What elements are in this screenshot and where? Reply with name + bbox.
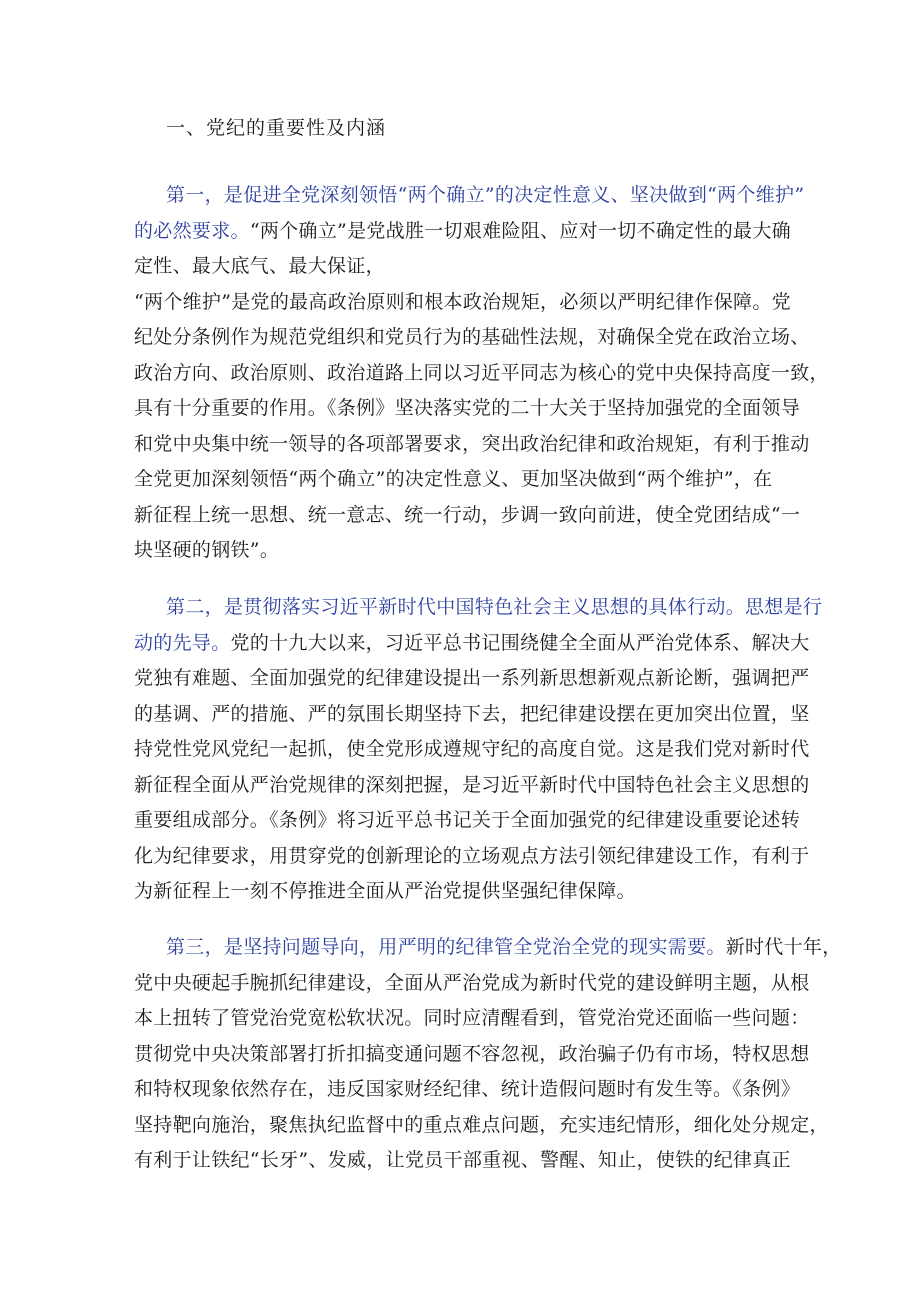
text-line bbox=[134, 803, 801, 839]
body-text: 党独有难题、全面加强党的纪律建设提出一系列新思想新观点新论断，强调把严 bbox=[134, 667, 810, 689]
text-line bbox=[134, 214, 794, 250]
highlighted-text: 动的先导。 bbox=[134, 631, 231, 654]
text-line bbox=[134, 427, 810, 463]
body-text: 具有十分重要的作用。《条例》坚决落实党的二十大关于坚持加强党的全面领导 bbox=[134, 397, 801, 419]
body-text: 化为纪律要求，用贯穿党的创新理论的立场观点方法引领纪律建设工作，有利于 bbox=[134, 844, 810, 867]
highlighted-text: 第一，是促进全党深刻领悟“两个确立”的决定性意义、坚决做到“两个维护” bbox=[166, 184, 805, 206]
text-line bbox=[134, 874, 794, 910]
text-line bbox=[134, 732, 810, 768]
highlighted-text: 的必然要求。 bbox=[134, 219, 250, 242]
paragraph-third bbox=[134, 930, 842, 1179]
body-text: 新时代十年， bbox=[725, 936, 842, 958]
text-line bbox=[134, 498, 801, 534]
text-line bbox=[134, 1108, 829, 1144]
body-text: 坚持靶向施治，聚焦执纪监督中的重点难点问题，充实违纪情形，细化处分规定， bbox=[134, 1113, 829, 1136]
body-text: 本上扭转了管党治党宽松软状况。同时应清醒看到，管党治党还面临一些问题： bbox=[134, 1007, 810, 1029]
text-line bbox=[134, 533, 794, 569]
paragraph-first bbox=[134, 178, 829, 569]
body-text: 全党更加深刻领悟“两个确立”的决定性意义、更加坚决做到“两个维护”，在 bbox=[134, 468, 773, 490]
text-line bbox=[134, 930, 842, 966]
section-heading: 一、党纪的重要性及内涵 bbox=[166, 117, 387, 139]
body-text: 和特权现象依然存在，违反国家财经纪律、统计造假问题时有发生等。《条例》 bbox=[134, 1078, 801, 1100]
body-text: 贯彻党中央决策部署打折扣搞变通问题不容忽视，政治骗子仍有市场，特权思想 bbox=[134, 1042, 810, 1065]
text-line bbox=[134, 966, 810, 1002]
text-line bbox=[134, 391, 801, 427]
body-text: 重要组成部分。《条例》将习近平总书记关于全面加强党的纪律建设重要论述转 bbox=[134, 809, 801, 831]
text-line bbox=[134, 661, 810, 697]
text-line bbox=[134, 320, 810, 356]
text-line bbox=[134, 462, 794, 498]
body-text: 党的十九大以来，习近平总书记围绕健全全面从严治党体系、解决大 bbox=[230, 631, 810, 654]
highlighted-text: 第三，是坚持问题导向，用严明的纪律管全党治全党的现实需要。 bbox=[166, 936, 726, 958]
text-line bbox=[134, 285, 794, 321]
text-line bbox=[134, 249, 794, 285]
text-line bbox=[134, 839, 810, 875]
highlighted-text: 第二，是贯彻落实习近平新时代中国特色社会主义思想的具体行动。思想是行 bbox=[166, 596, 823, 618]
text-line bbox=[134, 1143, 794, 1179]
body-text: 新征程全面从严治党规律的深刻把握，是习近平新时代中国特色社会主义思想的 bbox=[134, 773, 810, 796]
text-line bbox=[134, 1072, 801, 1108]
body-text: 的基调、严的措施、严的氛围长期坚持下去，把纪律建设摆在更加突出位置，坚 bbox=[134, 702, 810, 725]
body-text: “两个维护”是党的最高政治原则和根本政治规矩，必须以严明纪律作保障。党 bbox=[134, 290, 791, 313]
text-line bbox=[134, 178, 805, 214]
body-text: 和党中央集中统一领导的各项部署要求，突出政治纪律和政治规矩，有利于推动 bbox=[134, 432, 810, 455]
text-line bbox=[134, 626, 810, 662]
body-text: 有利于让铁纪“长牙”、发威，让党员干部重视、警醒、知止，使铁的纪律真正 bbox=[134, 1149, 791, 1171]
body-text: 纪处分条例作为规范党组织和党员行为的基础性法规，对确保全党在政治立场、 bbox=[134, 326, 810, 348]
text-line bbox=[134, 590, 823, 626]
body-text: 党中央硬起手腕抓纪律建设，全面从严治党成为新时代党的建设鲜明主题，从根 bbox=[134, 971, 810, 994]
text-line bbox=[134, 1001, 810, 1037]
body-text: 持党性党风党纪一起抓，使全党形成遵规守纪的高度自觉。这是我们党对新时代 bbox=[134, 738, 810, 760]
body-text: 为新征程上一刻不停推进全面从严治党提供坚强纪律保障。 bbox=[134, 880, 636, 902]
text-line bbox=[134, 356, 829, 392]
body-text: 定性、最大底气、最大保证， bbox=[134, 255, 385, 277]
text-line bbox=[134, 768, 810, 804]
body-text: 块坚硬的钢铁”。 bbox=[134, 539, 280, 561]
text-line bbox=[134, 1037, 810, 1073]
body-text: “两个确立”是党战胜一切艰难险阻、应对一切不确定性的最大确 bbox=[249, 219, 791, 242]
text-line bbox=[134, 697, 810, 733]
body-text: 政治方向、政治原则、政治道路上同以习近平同志为核心的党中央保持高度一致， bbox=[134, 361, 829, 384]
paragraph-second bbox=[134, 590, 823, 910]
body-text: 新征程上统一思想、统一意志、统一行动，步调一致向前进，使全党团结成“一 bbox=[134, 503, 801, 526]
